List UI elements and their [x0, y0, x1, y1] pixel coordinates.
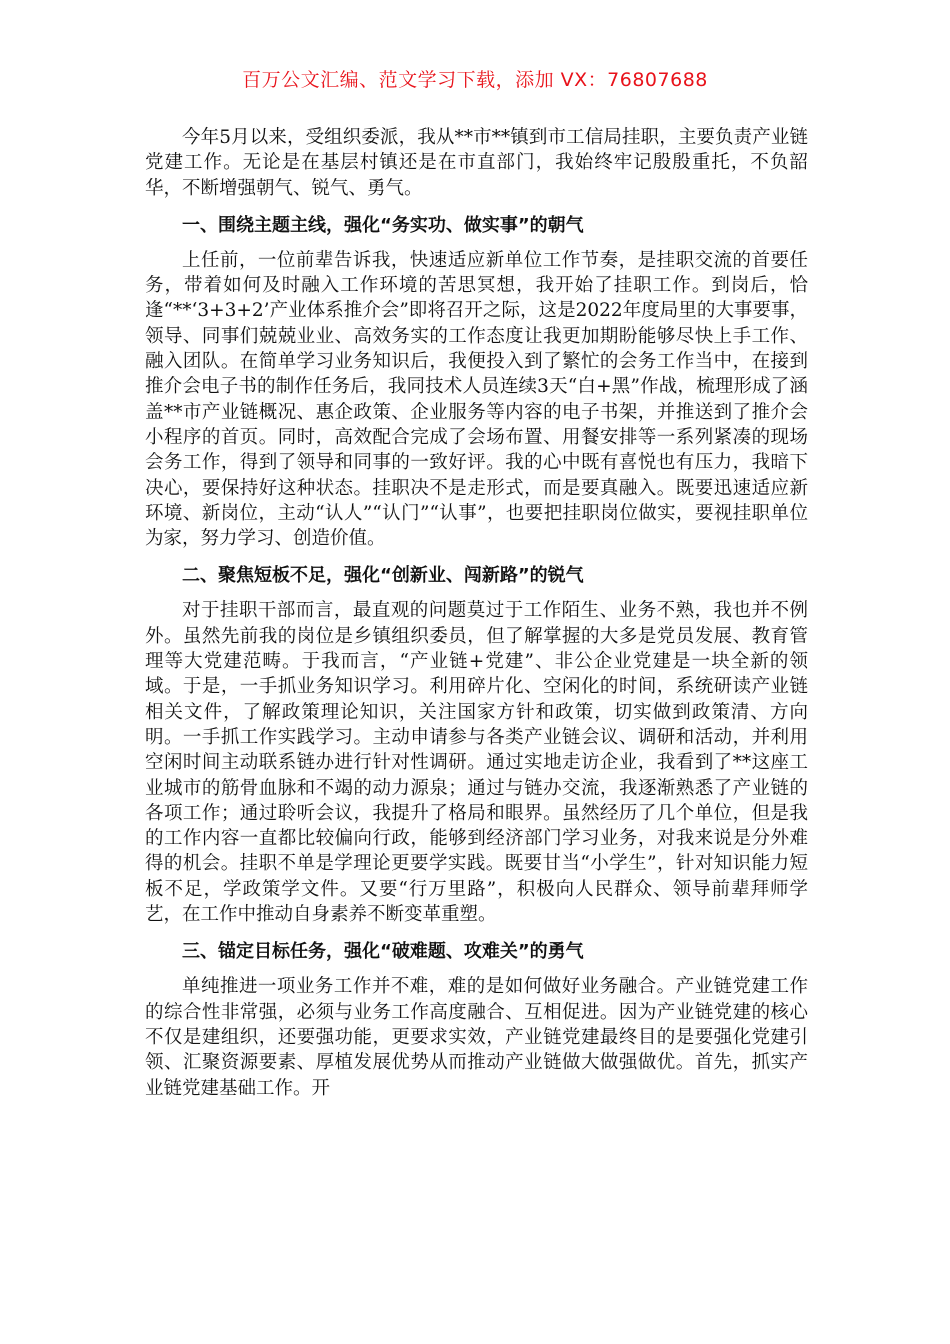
section-3-paragraph: 单纯推进一项业务工作并不难，难的是如何做好业务融合。产业链党建工作的综合性非常强，必须与业务工作高度融合、互相促进。因为产业链党建的核心不仅是建组织，还要强功能，更要求实效，产业链党建最终目的是要强化党建引领、汇聚资源要素、厚植发展优势从而推动产业链做大做强做优。首先，抓实产业链党建基础工作。开 — [145, 976, 808, 1099]
section-2-heading: 二、聚焦短板不足，强化“创新业、闯新路”的锐气 — [182, 565, 584, 587]
document-body — [145, 125, 808, 1101]
section-1-paragraph: 上任前，一位前辈告诉我，快速适应新单位工作节奏，是挂职交流的首要任务，带着如何及时融入工作环境的苦思冥想，我开始了挂职工作。到岗后，恰逢“**‘3+3+2’产业体系推介会”即将召开之际，这是2022年度局里的大事要事，领导、同事们兢兢业业、高效务实的工作态度让我更加期盼能够尽快上手工作、融入团队。在简单学习业务知识后，我便投入到了繁忙的会务工作当中，在接到推介会电子书的制作任务后，我同技术人员连续3天“白+黑”作战，梳理形成了涵盖**市产业链概况、惠企政策、企业服务等内容的电子书架，并推送到了推介会小程序的首页。同时，高效配合完成了会场布置、用餐安排等一系列紧凑的现场会务工作，得到了领导和同事的一致好评。我的心中既有喜悦也有压力，我暗下决心，要保持好这种状态。挂职决不是走形式，而是要真融入。既要迅速适应新环境、新岗位，主动“认人”“认门”“认事”，也要把挂职岗位做实，要视挂职单位为家，努力学习、创造价值。 — [145, 249, 808, 550]
section-2-paragraph: 对于挂职干部而言，最直观的问题莫过于工作陌生、业务不熟，我也并不例外。虽然先前我的岗位是乡镇组织委员，但了解掌握的大多是党员发展、教育管理等大党建范畴。于我而言，“产业链+党建”、非公企业党建是一块全新的领域。于是，一手抓业务知识学习。利用碎片化、空闲化的时间，系统研读产业链相关文件，了解政策理论知识，关注国家方针和政策，切实做到政策清、方向明。一手抓工作实践学习。主动申请参与各类产业链会议、调研和活动，并利用空闲时间主动联系链办进行针对性调研。通过实地走访企业，我看到了**这座工业城市的筋骨血脉和不竭的动力源泉；通过与链办交流，我逐渐熟悉了产业链的各项工作；通过聆听会议，我提升了格局和眼界。虽然经历了几个单位，但是我的工作内容一直都比较偏向行政，能够到经济部门学习业务，对我来说是分外难得的机会。挂职不单是学理论更要学实践。既要甘当“小学生”，针对知识能力短板不足，学政策学文件。又要“行万里路”，积极向人民群众、领导前辈拜师学艺，在工作中推动自身素养不断变革重塑。 — [145, 600, 808, 926]
promo-banner: 百万公文汇编、范文学习下载，添加 VX：76807688 — [242, 69, 708, 91]
intro-paragraph: 今年5月以来，受组织委派，我从**市**镇到市工信局挂职，主要负责产业链党建工作。无论是在基层村镇还是在市直部门，我始终牢记殷殷重托，不负韶华，不断增强朝气、锐气、勇气。 — [145, 127, 808, 199]
section-3-heading: 三、锚定目标任务，强化“破难题、攻难关”的勇气 — [182, 941, 584, 963]
section-1-heading: 一、围绕主题主线，强化“务实功、做实事”的朝气 — [182, 214, 584, 236]
